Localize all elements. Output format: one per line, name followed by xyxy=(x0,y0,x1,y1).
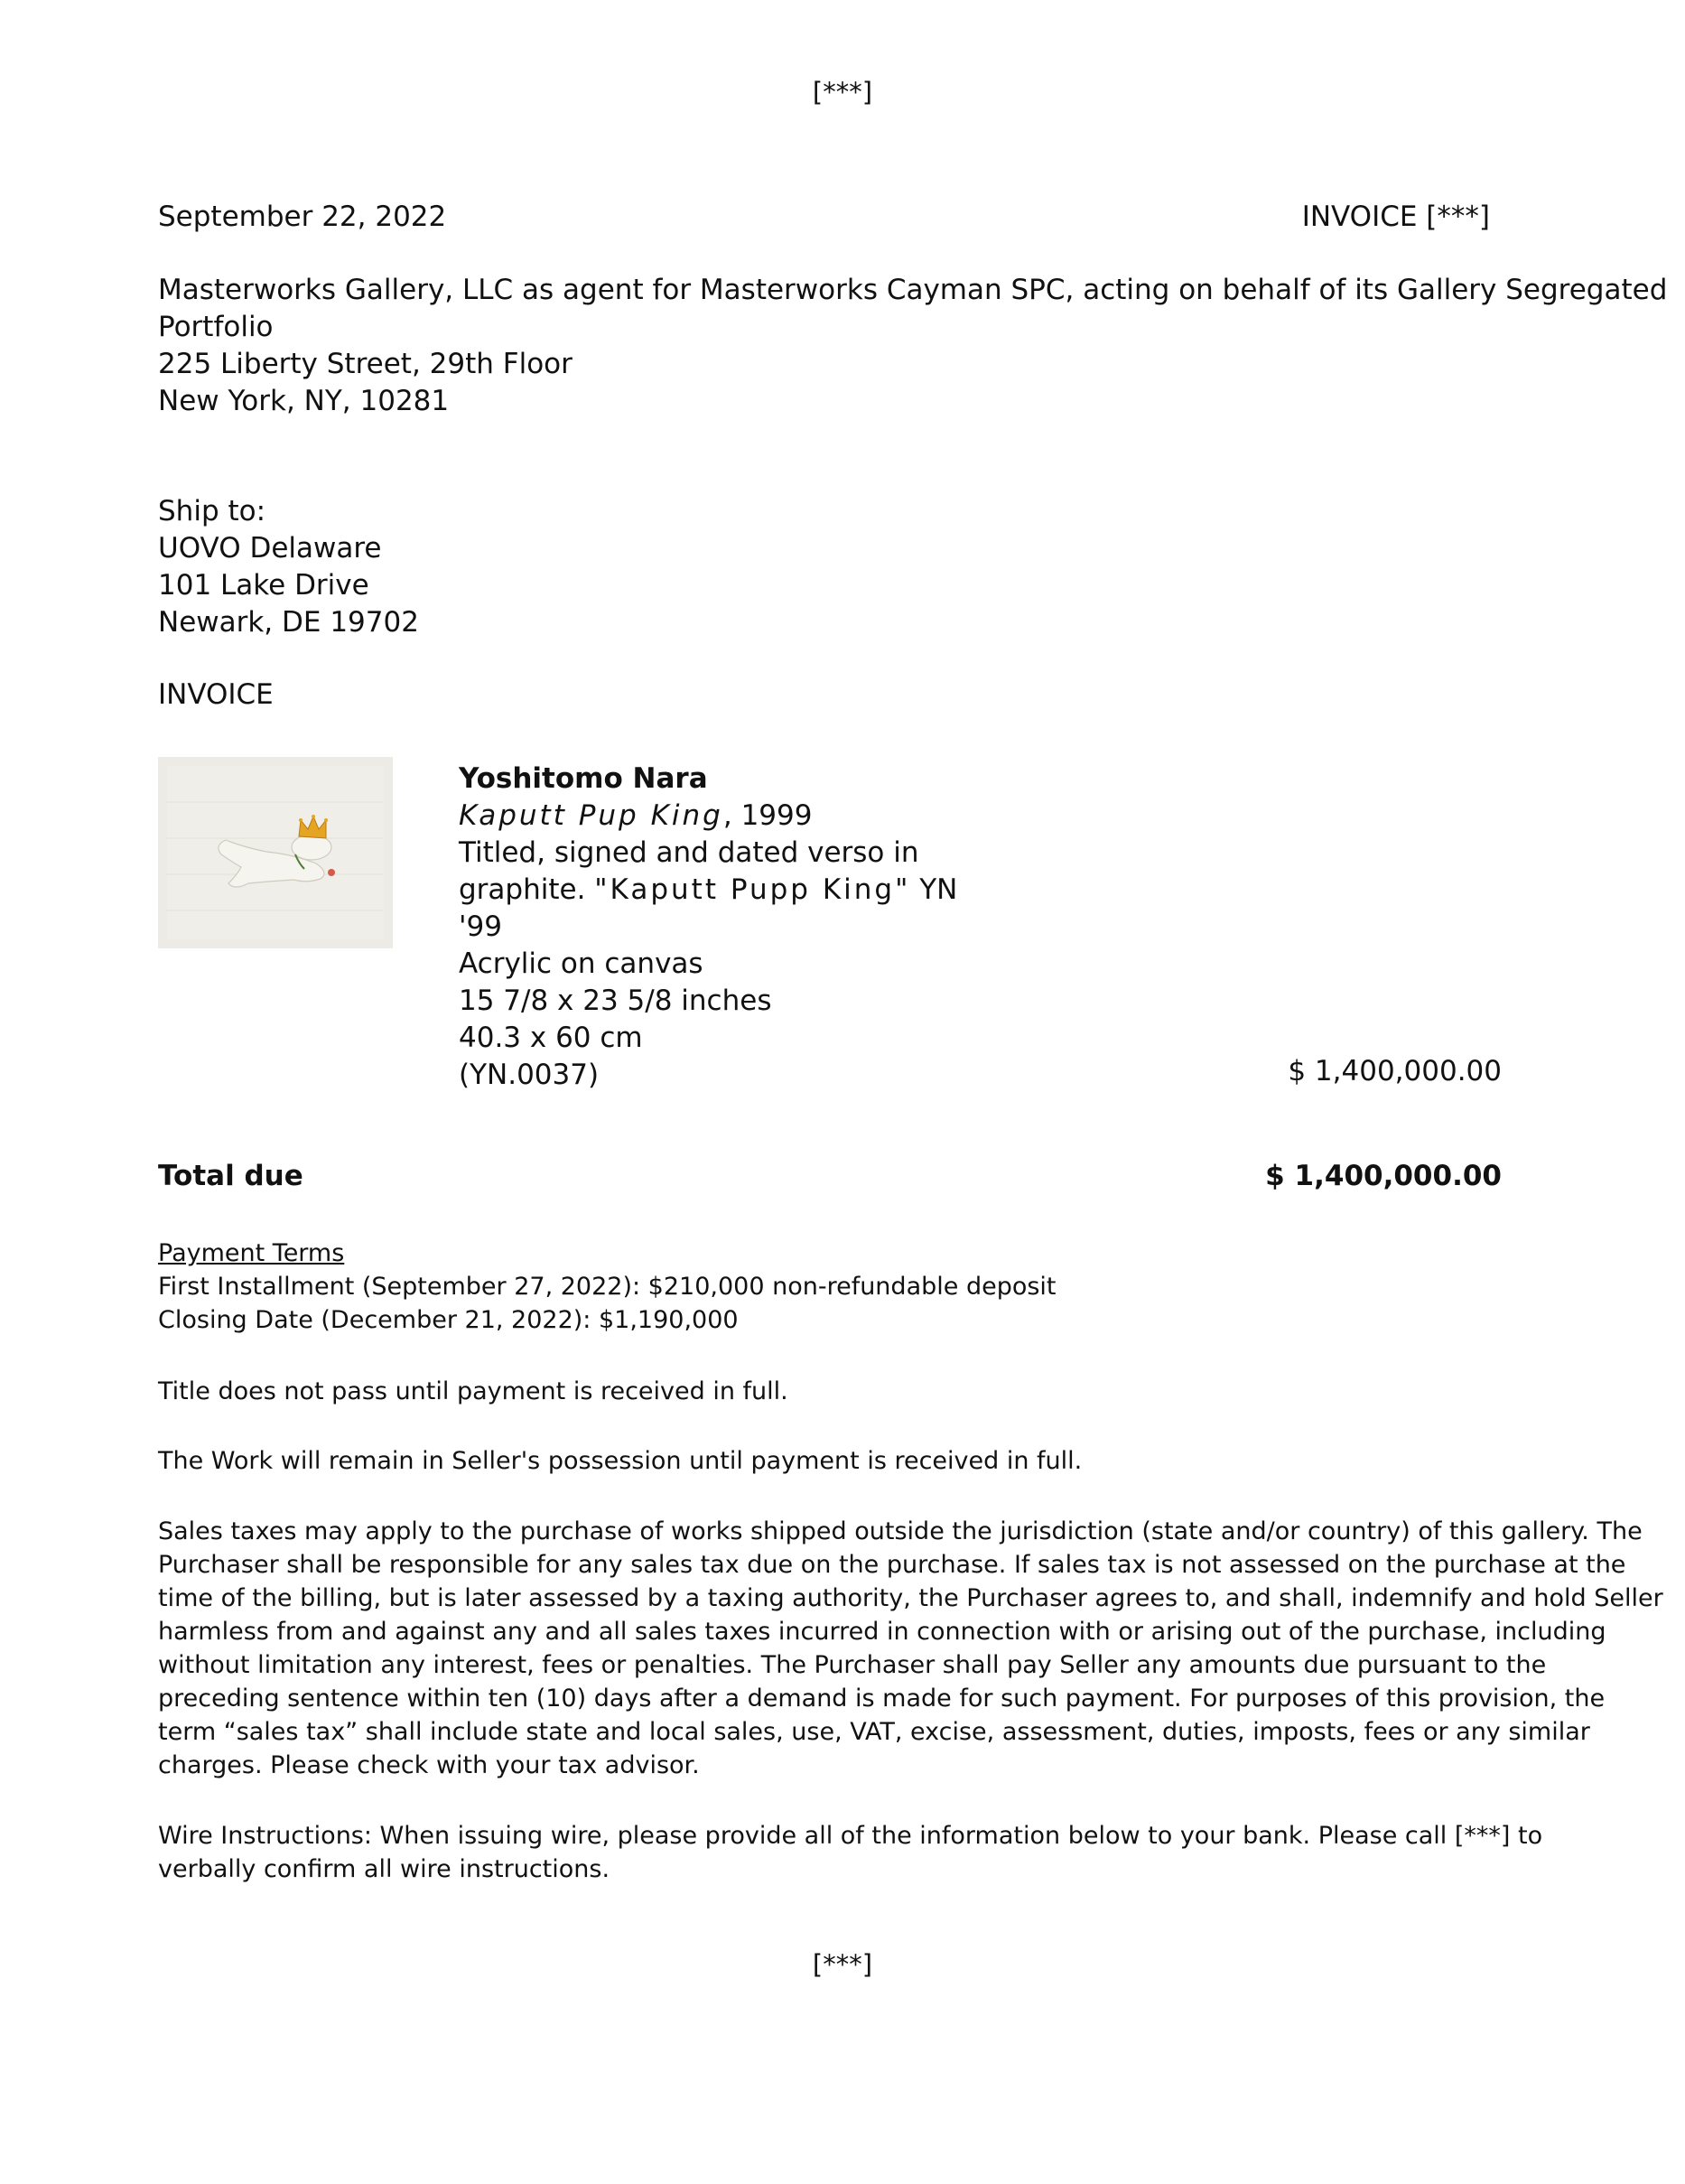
artwork-medium: Acrylic on canvas xyxy=(459,947,703,980)
bill-to-address xyxy=(158,272,1668,420)
total-due-amount: $ 1,400,000.00 xyxy=(1265,1160,1502,1192)
invoice-date: September 22, 2022 xyxy=(158,201,447,233)
artwork-dimensions-inches: 15 7/8 x 23 5/8 inches xyxy=(459,985,772,1017)
payment-terms-heading: Payment Terms xyxy=(158,1239,345,1267)
inscription-line: '99 xyxy=(459,910,502,943)
inscription-text: YN xyxy=(910,873,958,906)
paragraph-line: charges. Please check with your tax advisor. xyxy=(158,1751,700,1779)
paragraph-line: Sales taxes may apply to the purchase of works shipped outside the jurisdiction (state and/or country) of this gallery. The xyxy=(158,1517,1643,1545)
inscription-line xyxy=(459,872,957,909)
invoice-heading: INVOICE xyxy=(158,678,274,711)
bill-to-line: New York, NY, 10281 xyxy=(158,385,450,417)
paragraph-line: Purchaser shall be responsible for any sales tax due on the purchase. If sales tax is not assessed on the purchase at the xyxy=(158,1551,1626,1579)
ship-to-name: UOVO Delaware xyxy=(158,532,382,565)
artwork-thumbnail-image xyxy=(158,757,393,948)
sales-tax-paragraph xyxy=(158,1515,1663,1782)
closing-date: Closing Date (December 21, 2022): $1,190,000 xyxy=(158,1306,739,1334)
ship-to-city: Newark, DE 19702 xyxy=(158,606,419,639)
artwork-title: Kaputt Pup King xyxy=(459,799,723,832)
ship-to-label: Ship to: xyxy=(158,495,266,527)
bill-to-line: Masterworks Gallery, LLC as agent for Masterworks Cayman SPC, acting on behalf of its Gallery Segregated xyxy=(158,274,1668,306)
artwork-dimensions-cm: 40.3 x 60 cm xyxy=(459,1022,643,1054)
painting-thumbnail-icon xyxy=(158,757,393,948)
paragraph-line: time of the billing, but is later assessed by a taxing authority, the Purchaser agrees to, and shall, indemnify and hold Seller xyxy=(158,1584,1663,1612)
ship-to-street: 101 Lake Drive xyxy=(158,569,369,602)
paragraph-line: term “sales tax” shall include state and local sales, use, VAT, excise, assessment, duties, imposts, fees or any similar xyxy=(158,1718,1590,1746)
bill-to-line: 225 Liberty Street, 29th Floor xyxy=(158,348,573,380)
possession-paragraph: The Work will remain in Seller's possession until payment is received in full. xyxy=(158,1447,1083,1475)
ship-to-address xyxy=(158,493,419,641)
inscription-line: Titled, signed and dated verso in xyxy=(459,836,919,869)
invoice-number: INVOICE [***] xyxy=(1301,201,1490,233)
total-due-label: Total due xyxy=(158,1160,303,1192)
footer-redaction: [***] xyxy=(812,1949,873,1980)
title-pass-paragraph: Title does not pass until payment is received in full. xyxy=(158,1377,788,1405)
artist-name: Yoshitomo Nara xyxy=(459,762,708,795)
paragraph-line: preceding sentence within ten (10) days after a demand is made for such payment. For purposes of this provision, the xyxy=(158,1685,1606,1713)
artwork-details xyxy=(459,761,957,1094)
paragraph-line: harmless from and against any and all sales taxes incurred in connection with or arising out of the purchase, including xyxy=(158,1618,1606,1646)
bill-to-line: Portfolio xyxy=(158,311,274,343)
artwork-title-line xyxy=(459,798,957,835)
artwork-year: , 1999 xyxy=(722,799,813,832)
payment-terms xyxy=(158,1237,1057,1337)
item-price: $ 1,400,000.00 xyxy=(1288,1055,1502,1087)
first-installment: First Installment (September 27, 2022): $210,000 non-refundable deposit xyxy=(158,1273,1057,1301)
wire-instructions-paragraph xyxy=(158,1819,1542,1886)
inscription-quote: "Kaputt Pupp King" xyxy=(594,873,911,906)
paragraph-line: Wire Instructions: When issuing wire, please provide all of the information below to your bank. Please call [***] to xyxy=(158,1822,1543,1850)
header-redaction: [***] xyxy=(812,77,873,107)
paragraph-line: verbally confirm all wire instructions. xyxy=(158,1855,610,1883)
paragraph-line: without limitation any interest, fees or penalties. The Purchaser shall pay Seller any amounts due pursuant to the xyxy=(158,1651,1547,1679)
inscription-text: graphite. xyxy=(459,873,595,906)
artwork-catalog-number: (YN.0037) xyxy=(459,1059,600,1091)
